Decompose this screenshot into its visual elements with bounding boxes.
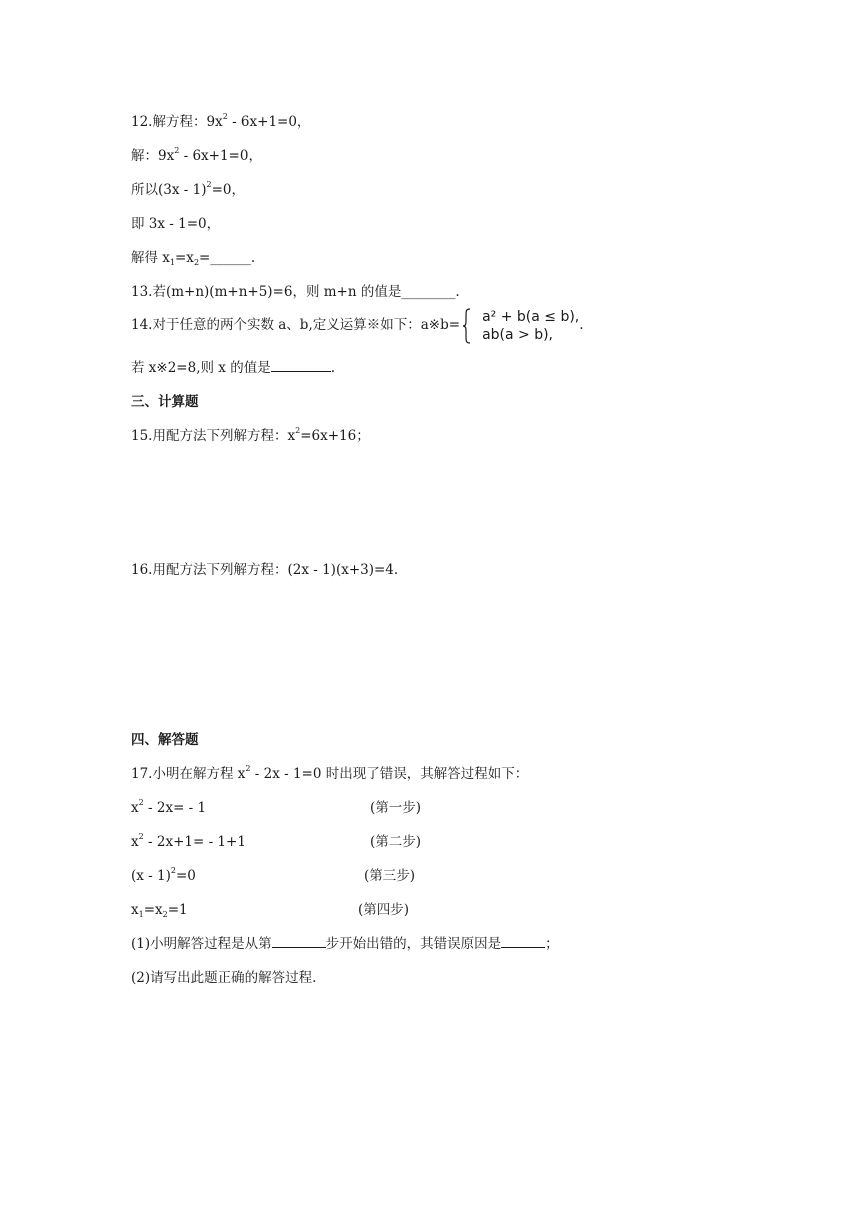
q17-step-2: $x^2 - 2x+1= - 1+1$ (第二步) (131, 832, 422, 850)
q17-step-3: (x - 1)$^2$=0 (第三步) (131, 866, 416, 884)
reason-answer-blank[interactable] (501, 935, 545, 948)
q17-step-1: $x^2 - 2x= - 1$ (第一步) (131, 798, 422, 816)
q12-result-line: 解得 $x_1=x_2=\_\_\_\_\_\_$. (131, 250, 256, 267)
q17-part-1: (1)小明解答过程是从第 步开始出错的，其错误原因是 ； (131, 936, 559, 952)
section-4-heading: 四、解答题 (131, 732, 199, 748)
q17-title: 17.小明在解方程 $x^2 - 2x - 1=0$ 时出现了错误，其解答过程如下： (131, 764, 529, 782)
brace-icon (460, 307, 482, 345)
q13-text: 13.若(m+n)(m+n+5)=6，则 m+n 的值是________. (131, 284, 460, 300)
answer-blank[interactable] (271, 359, 331, 372)
q12-title: 12.解方程：$9x^2 - 6x+1=0$， (131, 112, 311, 130)
q15-text: 15.用配方法下列解方程：$x^2=6x+16$； (131, 426, 370, 444)
section-3-heading: 三、计算题 (131, 394, 199, 410)
q14-cases: a² + b(a ≤ b), ab(a > b), (482, 308, 580, 343)
q12-solution-line: 解：$9x^2 - 6x+1=0$， (131, 146, 262, 164)
q17-part-2: (2)请写出此题正确的解答过程. (131, 970, 317, 986)
q12-ie-line: 即 3x - 1=0， (131, 216, 221, 232)
q12-so-line: 所以(3x - 1)$^2$=0， (131, 180, 245, 198)
step-answer-blank[interactable] (272, 935, 326, 948)
q16-text: 16.用配方法下列解方程：(2x - 1)(x+3)=4. (131, 562, 399, 578)
q14-line2: 若 x※2=8,则 x 的值是 . (131, 360, 335, 376)
q14-text: 14.对于任意的两个实数 a、b,定义运算※如下：a※b= a² + b(a ≤ b), ab(a > b), . (131, 308, 584, 343)
q17-step-4: $x_1=x_2=1$ (第四步) (131, 902, 410, 919)
